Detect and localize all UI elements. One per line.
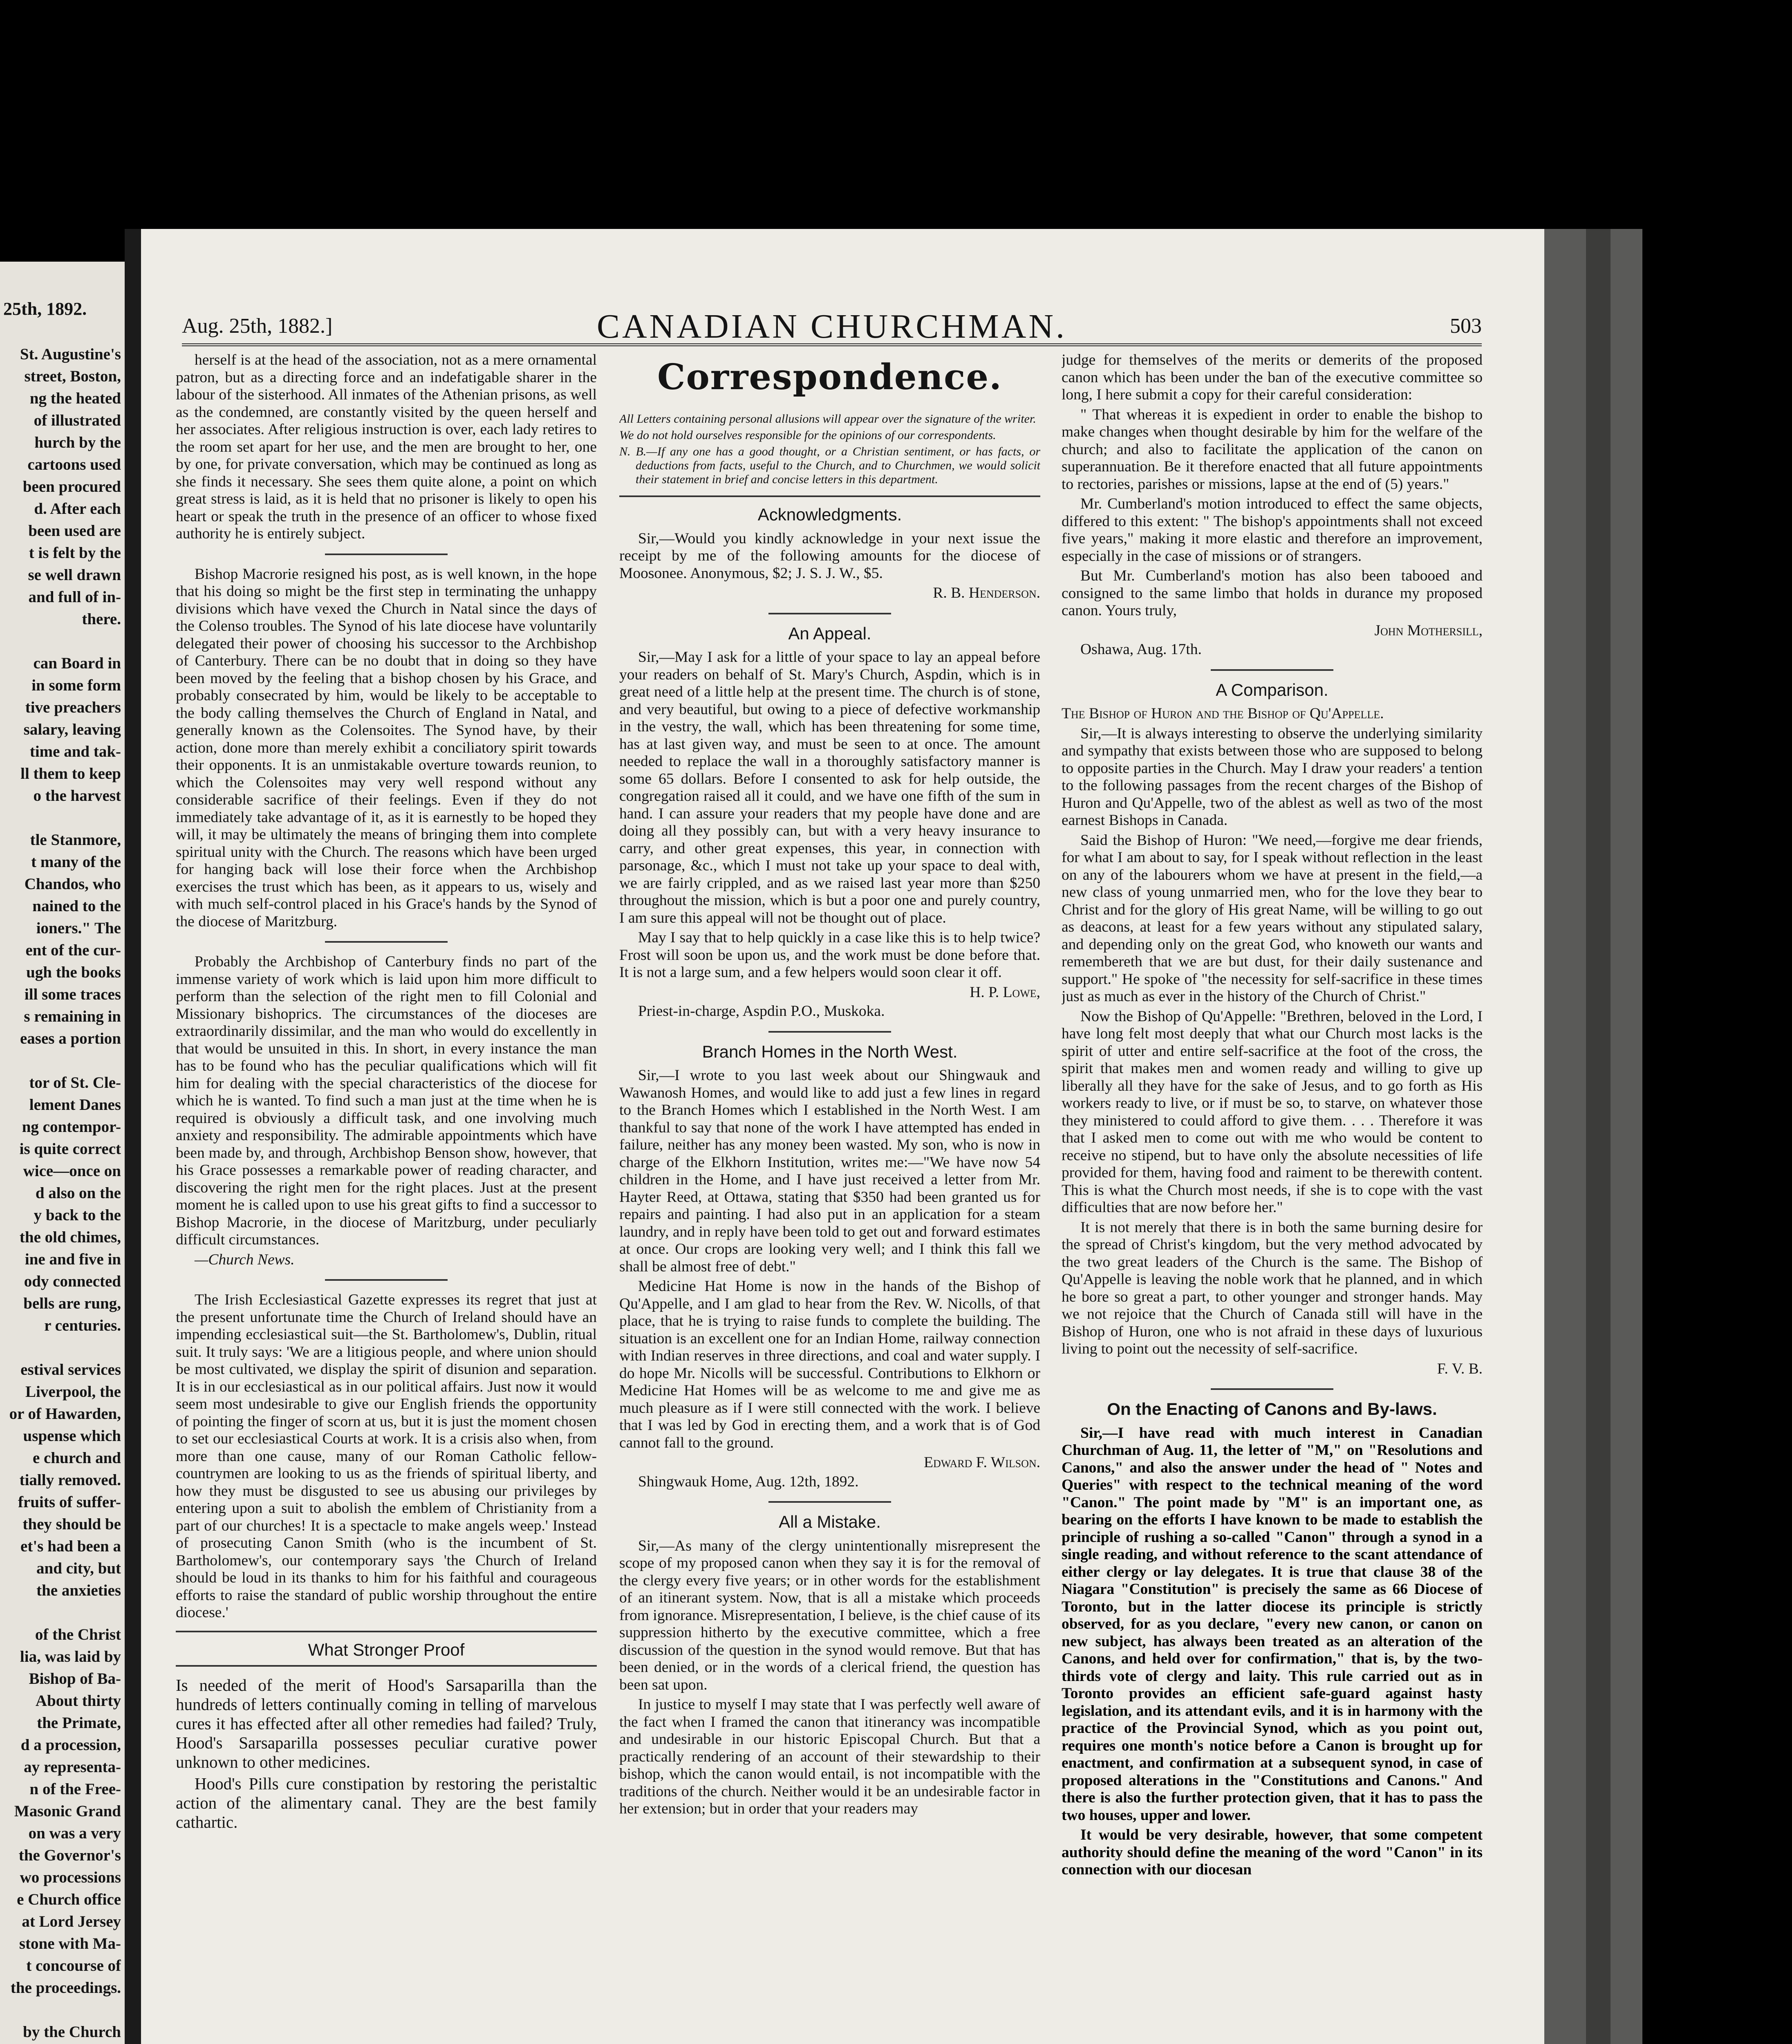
previous-page-line: r centuries. [44,1317,121,1334]
advert-heading: What Stronger Proof [308,1640,465,1659]
previous-page-line: of illustrated [34,412,121,429]
divider [768,1501,891,1503]
previous-page-line: and full of in- [28,588,121,606]
previous-page-date: 25th, 1892. [3,299,87,319]
letter-paragraph: Mr. Cumberland's motion introduced to effect the same objects, differed to this extent: " The bishop's appointments shall not exceed five years," making it more elastic and therefore an improvement, especially in the case of missions or of strangers. [1062,495,1483,565]
advert-pills-paragraph: Hood's Pills cure constipation by restoring the peristaltic action of the alimentary canal. They are the best family cathartic. [176,1774,597,1831]
previous-page-line [2,1999,121,2021]
previous-page-line: Liverpool, the [25,1383,121,1401]
previous-page-line: ill some traces [24,986,121,1003]
letter-signature: R. B. Henderson. [933,585,1040,601]
notice-line: We do not hold ourselves responsible for the opinions of our correspondents. [619,428,996,442]
header-rule [182,343,1482,346]
newspaper-page [141,229,1544,2044]
running-head [182,307,1482,345]
previous-page-line: ng contempor- [22,1118,121,1136]
divider [1211,669,1333,671]
page-gutter [125,229,141,2044]
previous-page-line [2,1050,121,1072]
letter-subheading: The Bishop of Huron and the Bishop of Qu'Appelle. [1062,705,1384,722]
previous-page-line: can Board in [33,654,121,672]
previous-page-line: uspense which [23,1427,121,1445]
letter-paragraph: " That whereas it is expedient in order to enable the bishop to make changes when thought desirable by him for the welfare of the church; and also to facilitate the application of the canon on superannuation. Be it therefore enacted that all future appointments to rectories, parishes or missions, lapse at the end of (5) years." [1062,406,1483,493]
previous-page-line: ent of the cur- [25,941,121,959]
irish-gazette-paragraph: The Irish Ecclesiastical Gazette expresses its regret that just at the present unfortunate time the Church of Ireland should have an impending ecclesiastical suit—the St. Bartholomew's, Dublin, ritual suit. It truly says: 'We are a litigious people, and where union should be most cultivated, we display the spirit of disunion and separation. It is in our ecclesiastical as in our political affairs. Just now it would seem most undesirable to give our English friends the opportunity of pointing the finger of scorn at us, but it is just the moment chosen to set our ecclesiastical Courts at work. It is a crisis also when, from more than one cause, many of our Roman Catholic fellow-countrymen are looking to us as the friends of spiritual liberty, and how they must be disgusted to see us abusing our privileges by entering upon a suit to abolish the emblem of Christianity from a part of our churches! It is a spectacle to make angels weep.' Instead of prosecuting Canon Smith (who is the incumbent of St. Bartholomew's, our contemporary says 'the Church of Ireland should be loud in its thanks to him for his faithful and courageous efforts to raise the standard of public worship throughout the entire diocese.' [176,1291,597,1621]
previous-page-line: wice—once on [23,1162,121,1180]
previous-page-line: or of Hawarden, [9,1405,121,1423]
letter-paragraph: It is not merely that there is in both the same burning desire for the spread of Christ's kingdom, but the very method advocated by the two great leaders of the Church is the same. The Bishop of Qu'Appelle is leaving the noble work that he planned, and in which he bore so great a part, to other younger and stronger hands. May we not rejoice that the Church of Canada still will have in the Bishop of Huron, one who is not afraid in these days of luxurious living to point out the necessity of self-sacrifice. [1062,1219,1483,1357]
previous-page-line: been used are [28,522,121,540]
previous-page-line: salary, leaving [23,721,121,738]
column-3 [1062,352,1483,2044]
previous-page-line: Chandos, who [24,875,121,893]
previous-page-line: there. [82,610,121,628]
letter-paragraph: Sir,—Would you kindly acknowledge in your next issue the receipt by me of the following amounts for the diocese of Moosonee. Anonymous, $2; J. S. J. W., $5. [619,530,1040,582]
previous-page-line: fruits of suffer- [18,1493,121,1511]
letter-signature: H. P. Lowe, [970,984,1040,1001]
previous-page-line: been procured [22,478,121,495]
previous-page-line: tle Stanmore, [30,831,121,849]
letter-paragraph: Sir,—I wrote to you last week about our Shingwauk and Wawanosh Homes, and would like to add just a few lines in regard to the Branch Homes which I established in the North West. I am thankful to say that none of the work I have attempted has ended in failure, neither has any money been wasted. My son, who is now in charge of the Elkhorn Institution, writes me:—"We have now 54 children in the Home, and I have just received a letter from Mr. Hayter Reed, at Ottawa, stating that $350 had been granted us for repairs and painting. I had also put in an application for a steam laundry, and in reply have been told to get out and forward estimates at once. Our crops are looking very well; and I think this fall we shall be almost free of debt." [619,1067,1040,1275]
previous-page-line: the Governor's [18,1847,121,1864]
previous-page-line: Bishop of Ba- [29,1670,121,1688]
previous-page-line: ll them to keep [20,765,121,782]
advert-paragraph: Is needed of the merit of Hood's Sarsaparilla than the hundreds of letters continually coming in telling of marvelous cures it has effected after all other remedies had failed? Truly, Hood's Sarsaparilla possesses peculiar curative power unknown to other medicines. [176,1676,597,1771]
letter-paragraph: But Mr. Cumberland's motion has also been tabooed and consigned to the same limbo that holds in durance my proposed canon. Yours truly, [1062,567,1483,619]
previous-page-line: on was a very [28,1824,121,1842]
letter-heading: An Appeal. [788,623,871,643]
previous-page-line: by the Church [23,2023,121,2041]
previous-page-line: y back to the [34,1206,121,1224]
previous-page-line: estival services [20,1361,121,1378]
letter-paragraph: Now the Bishop of Qu'Appelle: "Brethren, beloved in the Lord, I have long felt most deeply that what our Church most lacks is the spirit of utter and entire self-sacrifice at the foot of the cross, the spirit that makes men and women ready and willing to give up liberally all they have for the sake of Jesus, and to go forth as His workers ready to live, or if must be so, to starve, on whatever those they ministered to could afford to give them. . . . Therefore it was that I asked men to come out with me who would be content to receive no stipend, but to have only the absolute necessities of life provided for them, having food and raiment to be therewith content. This is what the Church most needs, if she is to cope with the vast difficulties that are now before her." [1062,1008,1483,1216]
issue-date: Aug. 25th, 1882.] [182,314,333,338]
letter-paragraph: judge for themselves of the merits or demerits of the proposed canon which has been under the ban of the executive committee so long, I here submit a copy for their careful consideration: [1062,352,1483,403]
letter-signature: John Mothersill, [1374,622,1483,639]
previous-page-line: they should be [22,1515,121,1533]
previous-page-line: et's had been a [20,1537,121,1555]
previous-page-line: Masonic Grand [14,1802,121,1820]
previous-page-text [2,343,121,2044]
archbishop-article-paragraph: Probably the Archbishop of Canterbury finds no part of the immense variety of work which is laid upon him more difficult to perform than the selection of the right men to fill Colonial and Missionary bishoprics. The circumstances of the dioceses are extraordinarily dissimilar, and the man who would do excellently in that would be unsuited in this. In short, in every instance the man has to be found who has the peculiar qualifications which will fit him for dealing with the special characteristics of the diocese for which he is wanted. To find such a man just at the time when he is required is obviously a difficult task, and one involving much anxiety and responsibility. The admirable appointments which have been made by, and through, Archbishop Benson show, however, that his Grace possesses a remarkable power of reading character, and discovering the right men for the right places. Just at the present moment he is called upon to use his great gifts to find a successor to Bishop Macrorie, in the diocese of Maritzburg, under peculiarly difficult circumstances. [176,953,597,1248]
previous-page-line: is quite correct [19,1140,121,1158]
previous-page-line: cartoons used [27,456,121,473]
letter-place: Priest-in-charge, Aspdin P.O., Muskoka. [638,1003,885,1020]
previous-page-line: tor of St. Cle- [29,1074,121,1091]
divider [619,495,1040,497]
letter-paragraph: Said the Bishop of Huron: "We need,—forgive me dear friends, for what I am about to say, for I speak without reflection in the least on any of the labourers whom we have at present in the field,—a new class of young unmarried men, who for the love they bear to Christ and for the glory of His great Name, will be willing to go out as deacons, at least for a few years without any stipulated salary, and depending only on the great God, who knoweth our wants and remembereth that we are but dust, for their daily sustenance and support." He spoke of "the necessity for self-sacrifice in these times just as much as ever in the history of the Church of Christ." [1062,831,1483,1005]
previous-page-line: d a procession, [20,1736,121,1754]
divider [1211,1388,1333,1390]
previous-page-line: s remaining in [24,1008,121,1025]
letter-place: Shingwauk Home, Aug. 12th, 1892. [638,1473,859,1490]
previous-page-line: hurch by the [34,434,121,451]
previous-page-line: About thirty [35,1692,121,1710]
letter-paragraph: It would be very desirable, however, that some competent authority should define the meaning of the word "Canon" in its connection with our diocesan [1062,1827,1483,1878]
previous-page-line: at Lord Jersey [22,1913,121,1930]
previous-page-line: t many of the [31,853,121,871]
previous-page-line: lement Danes [29,1096,121,1114]
previous-page-line: ugh the books [26,964,121,981]
masthead-title: CANADIAN CHURCHMAN. [596,307,1067,345]
previous-page-line: eases a portion [20,1030,121,1047]
previous-page-line: St. Augustine's [20,345,121,363]
letter-heading: A Comparison. [1216,680,1328,699]
previous-page-line: tive preachers [25,699,121,716]
previous-page-line: t is felt by the [29,544,121,562]
source-credit: —Church News. [195,1251,295,1268]
editorial-notice [619,412,1040,486]
previous-page-line: nained to the [32,897,121,915]
page-number: 503 [1450,314,1482,338]
previous-page-line: ine and five in [25,1251,121,1268]
previous-page-line [2,1337,121,1359]
letter-paragraph: May I say that to help quickly in a case like this is to help twice? Frost will soon be upon us, and the work must be done before that. It is not a large sum, and a few helpers would soon clear it off. [619,929,1040,981]
letter-paragraph: Sir,—May I ask for a little of your space to lay an appeal before your readers on behalf of St. Mary's Church, Aspdin, which is in great need of a little help at the present time. The church is of stone, and very beautiful, but owing to a piece of defective workmanship in the vestry, the wall, which has been threatening for some time, has at last given way, and must be seen to at once. The amount needed to replace the wall in a thoroughly satisfactory manner is some 65 dollars. Before I consented to ask for help outside, the congregation raised all it could, and we have one fifth of the sum in hand. I can assure your readers that my people have done and are doing all they possibly can, but with a very heavy insurance to carry, and other great expenses, this year, in connection with parsonage, &c., which I must not take up your space to deal with, we are fairly crippled, and as we raised last year more than $250 throughout the mission, which is but a poor one and purely country, I am sure this appeal will not be thought out of place. [619,649,1040,926]
previous-page-line: street, Boston, [24,368,121,385]
correspondence-heading: Correspondence. [657,356,1002,398]
letter-paragraph: Sir,—I have read with much interest in Canadian Churchman of Aug. 11, the letter of "M," on "Resolutions and Canons," and also the answer under the head of " Notes and Queries" with respect to the technical meaning of the word "Canon." The point made by "M" is an important one, as bearing on the efforts I have known to be made to establish the principle of rushing a so-called "Canon" through a synod in a single reading, and without reference to the scant attendance of either clergy or lay delegates. It is true that clause 38 of the Niagara "Constitution" is precisely the same as 66 Diocese of Toronto, but in the latter diocese its principle is strictly observed, for as you declare, "every new canon, or canon on new subject, has always been treated as an alteration of the Canons, and held over for confirmation," that is, by the two-thirds vote of clergy and laity. This rule carried out as in Toronto provides an efficient safe-guard against hasty legislation, and its attendant evils, and it is in harmony with the practice of the Provincial Synod, which as you point out, requires one month's notice before a Canon is brought up for enactment, and confirmation at a subsequent synod, in case of proposed alterations in the "Constitutions and Canons." And there is also the further protection given, that it has to pass the two houses, upper and lower. [1062,1424,1483,1824]
binding-strip-edge [1586,229,1611,2044]
previous-page-line: ay representa- [24,1758,121,1776]
letter-heading: On the Enacting of Canons and By-laws. [1107,1399,1437,1419]
column-2 [619,352,1040,2044]
previous-page-line: n of the Free- [29,1780,121,1798]
previous-page-line: lia, was laid by [20,1648,121,1665]
previous-page-line: ioners." The [36,919,121,937]
previous-page-line: o the harvest [33,787,121,805]
previous-page-line: the anxieties [36,1582,121,1599]
divider [176,1631,597,1632]
previous-page-line: e Church office [17,1891,121,1908]
letter-signature: F. V. B. [1437,1360,1483,1377]
previous-page-line: tially removed. [19,1471,121,1489]
previous-page-line: the Primate, [37,1714,121,1732]
letter-paragraph: Sir,—As many of the clergy unintentionally misrepresent the scope of my proposed canon when they say it is for the removal of the clergy every five years; or in other words for the establishment of an itinerant system. Now, that is all a mistake which proceeds from ignorance. Misrepresentation, I believe, is the chief cause of its suppression hitherto by the executive committee, which a free discussion of the question in the synod would remove. But that has been denied, or in the words of a clerical friend, the question has been sat upon. [619,1537,1040,1693]
previous-page-line: d also on the [35,1184,121,1202]
letter-place: Oshawa, Aug. 17th. [1080,641,1202,658]
letter-heading: All a Mistake. [779,1512,881,1531]
previous-page-line: ng the heated [29,390,121,407]
letter-heading: Acknowledgments. [757,505,902,524]
letter-signature: Edward F. Wilson. [924,1454,1040,1471]
queen-article-paragraph: herself is at the head of the association, not as a mere ornamental patron, but as a directing force and an indefatigable sharer in the labour of the sisterhood. All inmates of the Athenian prisons, as well as the condemned, are constantly visited by the queen herself and her associates. After religious instruction is over, each lady retires to the room set apart for her use, and the men are brought to her, one by one, for private conversation, which may be continued as long as she finds it necessary. She sees them quite alone, a point on which great stress is laid, as it is held that no prisoner is likely to open his heart or speak the truth in the presence of an officer to whose fixed authority he is entirely subject. [176,352,597,542]
divider [325,554,448,555]
previous-page-line: of the Christ [35,1626,121,1643]
previous-page-line: se well drawn [28,566,121,584]
letter-paragraph: In justice to myself I may state that I was perfectly well aware of the fact when I framed the canon that itinerancy was incompatible and undesirable in our historic Episcopal Church. But that a practically rendering of an account of their stewardship to their bishop, which the canon would entail, is not incompatible with the traditions of the church. Neither would it be an undesirable factor in her extension; but in order that your readers may [619,1696,1040,1817]
column-1 [176,352,597,2044]
previous-page-line: ody connected [24,1273,121,1290]
previous-page-line: e church and [33,1449,121,1467]
divider [325,941,448,943]
previous-page-line: bells are rung, [23,1295,121,1312]
notice-line: All Letters containing personal allusions will appear over the signature of the writer. [619,412,1036,426]
previous-page-line [2,807,121,829]
previous-page-line: time and tak- [29,743,121,760]
previous-page-line: wo processions [20,1869,121,1886]
letter-paragraph: Sir,—It is always interesting to observe the underlying similarity and sympathy that exists between those who are supposed to belong to opposite parties in the Church. May I draw your readers' a tention to the following passages from the recent charges of the Bishop of Huron and Qu'Appelle, two of the ablest as well as two of the most earnest Bishops in Canada. [1062,725,1483,829]
divider [768,613,891,614]
macrorie-article-paragraph: Bishop Macrorie resigned his post, as is well known, in the hope that his doing so might be the first step in terminating the unhappy divisions which have vexed the Church in Natal since the days of the Colenso troubles. The Synod of his late diocese have voluntarily delegated their power of choosing his successor to the Archbishop of Canterbury. There can be no doubt that in doing so they have been moved by the feeling that a bishop chosen by his Grace, and probably consecrated by him, would be likely to be acceptable to the body calling themselves the Church of England in Natal, and generally known as the Colensoites. The Synod have, by their action, done more than merely exhibit a conciliatory spirit towards their opponents. It is an unmistakable overture towards reunion, to which the Colensoites may very well respond without any considerable sacrifice of their feelings. Even if they do not immediately take advantage of it, as it is earnestly to be hoped they will, it may be ultimately the means of bringing them into complete spiritual unity with the Church. The reasons which have been urged for hanging back will lose their force when the Archbishop exercises the trust which has been, as it appears to us, wisely and with much self-control placed in his Grace's hands by the Synod of the diocese of Maritzburg. [176,565,597,930]
divider [768,1031,891,1033]
previous-page-line: stone with Ma- [19,1935,121,1952]
previous-page-line [2,630,121,652]
previous-page-line: the proceedings. [10,1979,121,1997]
previous-page-line: d. After each [34,500,121,518]
divider [325,1279,448,1281]
previous-page-line: in some form [31,677,121,694]
letter-paragraph: Medicine Hat Home is now in the hands of the Bishop of Qu'Appelle, and I am glad to hear from the Rev. W. Nicolls, of that place, that he is trying to raise funds to complete the building. The situation is an excellent one for an Indian Home, railway connection with Indian reserves in three directions, and coal and water supply. I do hope Mr. Nicolls will be successful. Contributions to Elkhorn or Medicine Hat Homes will be as welcome to me and give me as much pleasure as if I were still connected with the work. I believe that I was led by God in erecting them, and a work that is of God cannot fall to the ground. [619,1278,1040,1451]
previous-page-line: the old chimes, [19,1228,121,1246]
previous-page-line: t concourse of [26,1957,121,1975]
previous-page-line: and city, but [36,1560,121,1577]
previous-page-line [2,1602,121,1624]
divider [176,1665,597,1667]
letter-heading: Branch Homes in the North West. [702,1042,958,1061]
notice-line: N. B.—If any one has a good thought, or a Christian sentiment, or has facts, or deductions from facts, useful to the Church, and to Churchmen, we would solicit their statement in brief and concise letters in this department. [619,445,1040,486]
previous-page-edge [0,262,125,2044]
